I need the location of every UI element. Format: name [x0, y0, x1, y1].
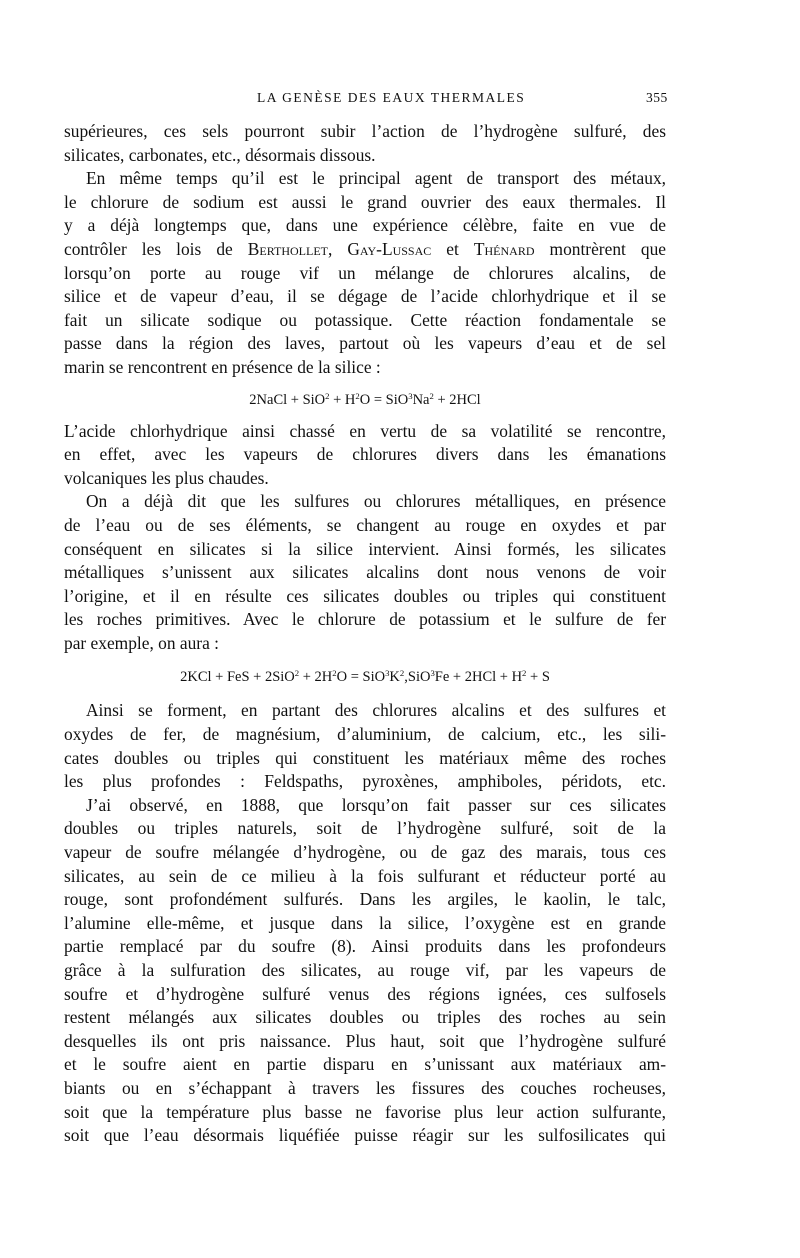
paragraph-2: [64, 167, 666, 379]
text-line: biants ou en s’échappant à travers les fissures des couches rocheuses,: [64, 1077, 666, 1098]
text-line: lorsqu’on porte au rouge vif un mélange de chlorures alcalins, de: [64, 262, 666, 283]
text-line: de l’eau ou de ses éléments, se changent au rouge en oxydes et par: [64, 514, 666, 535]
formula-part: K: [389, 669, 400, 686]
text-line: silicates, au sein de ce milieu à la fois sulfurant et réducteur porté au: [64, 865, 666, 886]
formula-superscript: 2: [332, 668, 337, 679]
text-line: fait un silicate sodique ou potassique. Cette réaction fondamentale se: [64, 309, 666, 330]
text-line: doubles ou triples naturels, soit de l’hydrogène sulfuré, soit de la: [64, 818, 666, 839]
author-name: Thénard: [473, 238, 535, 259]
formula-superscript: 3: [408, 390, 413, 401]
formula-part: + H: [329, 391, 356, 408]
page-number: 355: [646, 90, 668, 105]
text-run: montrèrent que: [534, 238, 666, 259]
text-line: silice et de vapeur d’eau, il se dégage de l’acide chlorhydrique et il se: [64, 286, 666, 307]
text-line: soufre et d’hydrogène sulfuré venus des régions ignées, ces sulfosels: [64, 983, 666, 1004]
text-line: oxydes de fer, de magnésium, d’aluminium, de calcium, etc., les sili-: [64, 724, 666, 745]
formula-part: 2KCl + FeS + 2SiO: [180, 669, 295, 686]
text-line: marin se rencontrent en présence de la silice :: [64, 356, 381, 377]
author-name: Berthollet: [247, 238, 328, 259]
text-line: J’ai observé, en 1888, que lorsqu’on fait passer sur ces silicates: [86, 794, 666, 815]
text-line: le chlorure de sodium est aussi le grand ouvrier des eaux thermales. Il: [64, 191, 666, 212]
formula-part: ,SiO: [404, 669, 431, 686]
paragraph-6: [64, 794, 666, 1148]
formula-superscript: 2: [399, 668, 405, 679]
formula-part: Na: [412, 391, 430, 408]
paragraph-5: [64, 699, 666, 793]
text-line: On a déjà dit que les sulfures ou chlorures métalliques, en présence: [86, 491, 666, 512]
text-line: silicates, carbonates, etc., désormais dissous.: [64, 144, 376, 165]
text-line: [64, 238, 666, 262]
formula-part: + S: [526, 669, 550, 686]
chemical-equation-1: [64, 380, 666, 420]
formula-superscript: 2: [294, 668, 300, 679]
text-line: métalliques s’unissent aux silicates alcalins dont nous venons de voir: [64, 562, 666, 583]
text-line: y a déjà longtemps que, dans une expérience célèbre, faite en vue de: [64, 215, 666, 236]
formula-part: Fe + 2HCl + H: [434, 669, 523, 686]
paragraph-1: [64, 120, 666, 167]
formula-part: O = SiO: [336, 669, 386, 686]
text-line: soit que l’eau désormais liquéfiée puisse réagir sur les sulfosilicates qui: [64, 1125, 666, 1146]
text-line: rouge, sont profondément sulfurés. Dans les argiles, le kaolin, le talc,: [64, 889, 666, 910]
text-line: passe dans la région des laves, partout où les vapeurs d’eau et de sel: [64, 333, 666, 354]
text-line: l’alumine elle-même, et jusque dans la silice, l’oxygène est en grande: [64, 912, 666, 933]
formula-superscript: 3: [385, 668, 390, 679]
author-name: Gay-Lussac: [347, 238, 432, 259]
text-line: l’origine, et il en résulte ces silicates doubles ou triples qui constituent: [64, 585, 666, 606]
text-line: volcaniques les plus chaudes.: [64, 467, 269, 488]
text-line: L’acide chlorhydrique ainsi chassé en vertu de sa volatilité se rencontre,: [64, 420, 666, 441]
text-run: contrôler les lois de: [64, 238, 248, 259]
formula-superscript: 2: [325, 390, 330, 401]
formula-part: + 2H: [299, 669, 333, 686]
text-line: En même temps qu’il est le principal agent de transport des métaux,: [86, 168, 666, 189]
formula-part: O = SiO: [359, 391, 409, 408]
text-line: desquelles ils ont pris naissance. Plus haut, soit que l’hydrogène sulfuré: [64, 1030, 666, 1051]
text-line: et le soufre aient en partie disparu en s’unissant aux matériaux am-: [64, 1054, 666, 1075]
text-line: soit que la température plus basse ne favorise plus leur action sulfurante,: [64, 1101, 666, 1122]
text-line: les plus profondes : Feldspaths, pyroxènes, amphiboles, péridots, etc.: [64, 771, 666, 792]
text-run: et: [431, 238, 474, 259]
text-line: cates doubles ou triples qui constituent les matériaux même des roches: [64, 747, 666, 768]
body-text: [64, 120, 666, 1148]
text-line: conséquent en silicates si la silice intervient. Ainsi formés, les silicates: [64, 538, 666, 559]
text-run: ,: [327, 238, 348, 259]
formula-superscript: 2: [429, 390, 434, 401]
text-line: en effet, avec les vapeurs de chlorures divers dans les émanations: [64, 444, 666, 465]
text-line: supérieures, ces sels pourront subir l’action de l’hydrogène sulfuré, des: [64, 121, 666, 141]
text-line: vapeur de soufre mélangée d’hydrogène, ou de gaz des marais, tous ces: [64, 842, 666, 863]
running-title: LA GENÈSE DES EAUX THERMALES: [257, 90, 526, 105]
formula-part: 2NaCl + SiO: [249, 391, 326, 408]
text-line: grâce à la sulfuration des silicates, au rouge vif, par les vapeurs de: [64, 960, 666, 980]
formula-superscript: 2: [355, 390, 360, 401]
formula-part: + 2HCl: [433, 391, 481, 408]
paragraph-4: [64, 490, 666, 655]
text-line: restent mélangés aux silicates doubles ou triples des roches au sein: [64, 1007, 666, 1028]
text-line: les roches primitives. Avec le chlorure de potassium et le sulfure de fer: [64, 609, 666, 630]
text-line: partie remplacé par du soufre (8). Ainsi produits dans les profondeurs: [64, 936, 666, 957]
formula-superscript: 3: [430, 668, 435, 679]
text-line: Ainsi se forment, en partant des chlorures alcalins et des sulfures et: [86, 700, 666, 721]
formula-superscript: 2: [522, 668, 527, 679]
paragraph-3: [64, 420, 666, 491]
chemical-equation-2: [64, 655, 666, 699]
text-line: par exemple, on aura :: [64, 632, 219, 653]
